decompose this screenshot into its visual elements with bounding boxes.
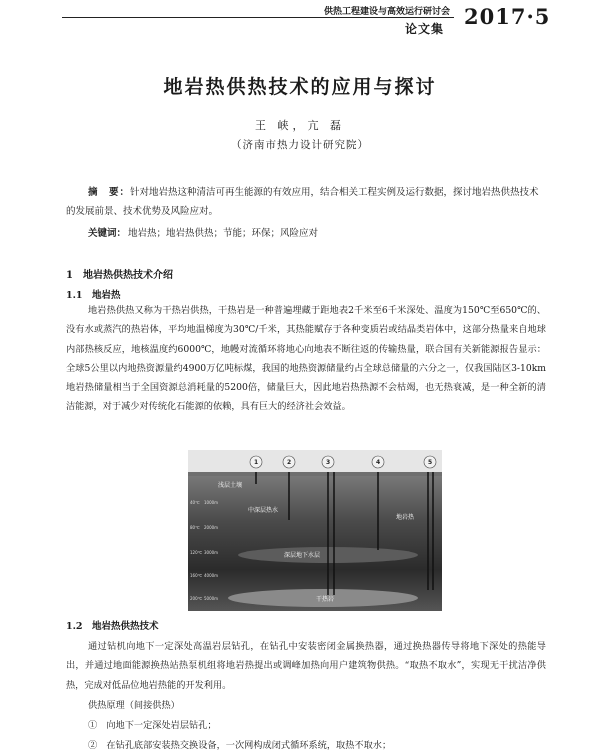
running-header-year: 2017·5 — [464, 4, 551, 29]
keywords — [88, 225, 318, 239]
sky — [188, 450, 442, 474]
temp-tick-1: 40℃ — [190, 500, 200, 505]
abstract-text: 针对地岩热这种清洁可再生能源的有效应用，结合相关工程实例及运行数据，探讨地岩热供热技术的发展前景、技术优势及风险应对。 — [66, 187, 539, 217]
section-heading-1: 1 地岩热供热技术介绍 — [66, 270, 173, 281]
temp-tick-2: 80℃ — [190, 525, 200, 530]
subsection-heading-1-1: 1.1 地岩热 — [66, 290, 121, 301]
geothermal-figure — [188, 450, 442, 611]
principle-step-1: ① 向地下一定深处岩层钻孔； — [88, 720, 217, 731]
running-header-conference: 供热工程建设与高效运行研讨会 — [323, 7, 450, 17]
depth-tick-5: 5000m — [204, 596, 219, 601]
geothermal-figure-svg — [188, 450, 442, 611]
well-number-3: 3 — [326, 459, 331, 466]
principle-step-2: ② 在钻孔底部安装热交换设备，一次网构成闭式循环系统，取热不取水； — [88, 740, 392, 751]
paragraph-1-2: 通过钻机向地下一定深处高温岩层钻孔，在钻孔中安装密闭金属换热器，通过换热器传导将地下深处的热能导出，并通过地面能源换热站热泵机组将地岩热提出或调峰加热向用户建筑物供热。“取热不取水”，实现无干扰洁净供热，完成对低品位地岩热能的开发利用。 — [66, 641, 546, 691]
label-mid-water: 中深层热水 — [248, 507, 279, 514]
label-geothermal: 地岩热 — [396, 514, 415, 521]
authors: 王 峡，亢 磊 — [255, 119, 345, 132]
depth-tick-3: 3000m — [204, 550, 219, 555]
header-rule — [62, 17, 454, 18]
well-number-2: 2 — [287, 459, 292, 466]
temp-tick-4: 160℃ — [190, 573, 203, 578]
well-number-1: 1 — [254, 459, 259, 466]
label-hot-rock: 干热岩 — [316, 596, 335, 603]
ground-surface — [188, 472, 442, 476]
paragraph-1-1: 地岩热供热又称为干热岩供热，干热岩是一种普遍埋藏于距地表2千米至6千米深处、温度为150℃至650℃的、没有水或蒸汽的热岩体，平均地温梯度为30℃/千米，其热能赋存于各种变质岩或结晶类岩体中，这部分热量来自地球内部热核反应，地核温度约6000℃，地幔对流循环将地心向地表不断往返的传输热量，联合国有关新能源报告显示：全球5公里以内地热资源量约4900万亿吨标煤，我国的地热资源储量约占全球总储量的六分之一，仅我国陆区3-10km地岩热储量相当于全国资源总消耗量的5200倍，储量巨大，因此地岩热热源不会枯竭，也无热衰减，是一种全新的清洁能源，对于减少对传统化石能源的依赖，具有巨大的经济社会效益。 — [66, 305, 546, 413]
abstract-label: 摘 要： — [88, 187, 131, 198]
temp-tick-5: 200℃ — [190, 596, 203, 601]
abstract — [66, 183, 544, 221]
depth-tick-4: 4000m — [204, 573, 219, 578]
keywords-label: 关键词： — [88, 228, 127, 239]
subsection-heading-1-2: 1.2 地岩热供热技术 — [66, 621, 159, 632]
affiliation: （济南市热力设计研究院） — [231, 139, 369, 151]
heating-principle: 供热原理（间接供热） — [88, 700, 180, 711]
depth-tick-2: 2000m — [204, 525, 219, 530]
depth-tick-1: 1000m — [204, 500, 219, 505]
label-shallow-soil: 浅层土壤 — [218, 482, 243, 489]
paper-title: 地岩热供热技术的应用与探讨 — [163, 76, 437, 98]
running-header-section: 论文集 — [405, 22, 445, 36]
label-deep-water: 深层地下水层 — [284, 552, 321, 559]
well-number-5: 5 — [428, 459, 433, 466]
temp-tick-3: 120℃ — [190, 550, 203, 555]
well-number-4: 4 — [376, 459, 381, 466]
keywords-text: 地岩热；地岩热供热；节能；环保；风险应对 — [128, 228, 319, 239]
